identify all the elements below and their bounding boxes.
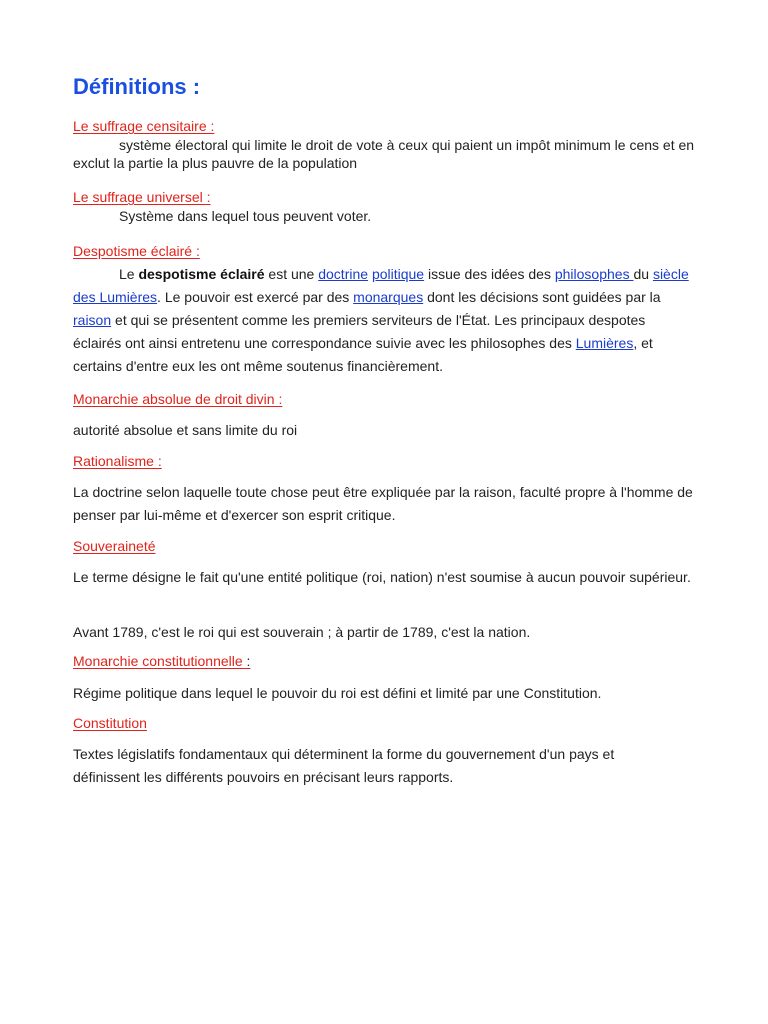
page-title: Définitions : [73,74,201,99]
link-raison[interactable]: raison [73,312,112,328]
definition-suffrage-universel: Système dans lequel tous peuvent voter. [119,208,372,224]
definition-monarchie-constitutionnelle: Régime politique dans lequel le pouvoir du roi est défini et limité par une Constitution. [73,685,602,701]
text-segment: du [633,266,653,282]
term-souverainete: Souveraineté [73,538,156,554]
term-suffrage-universel: Le suffrage universel : [73,189,211,205]
link-monarques[interactable]: monarques [353,289,424,305]
definition-despotisme-eclaire [73,263,697,378]
link-philosophes[interactable]: philosophes [554,266,634,282]
definition-souverainete: Le terme désigne le fait qu'une entité politique (roi, nation) n'est soumise à aucun pouvoir supérieur. [73,569,691,585]
term-rationalisme: Rationalisme : [73,453,162,469]
definition-suffrage-censitaire: système électoral qui limite le droit de vote à ceux qui paient un impôt minimum le cens et en exclut la partie la plus pauvre de la population [73,137,695,171]
link-siecle-des-lumieres[interactable]: siècle des Lumières [73,266,689,305]
link-lumieres[interactable]: Lumières [575,335,634,351]
definition-constitution: Textes législatifs fondamentaux qui déterminent la forme du gouvernement d'un pays et définissent les différents pouvoirs en précisant leurs rapports. [73,746,615,785]
term-suffrage-censitaire: Le suffrage censitaire : [73,118,215,134]
text-segment: et qui se présentent comme les premiers serviteurs de l'État. Les principaux despotes éclairés ont ainsi entretenu une correspondance suivie avec les philosophes des [73,312,646,351]
term-constitution: Constitution [73,715,147,731]
definition-monarchie-absolue: autorité absolue et sans limite du roi [73,422,298,438]
text-segment: . Le pouvoir est exercé par des [157,289,354,305]
term-label: Monarchie constitutionnelle [73,653,247,669]
term-despotisme-eclaire: Despotisme éclairé : [73,243,200,259]
definition-rationalisme: La doctrine selon laquelle toute chose peut être expliquée par la raison, faculté propre à l'homme de penser par lui-même et d'exercer son esprit critique. [73,484,693,523]
term-monarchie-constitutionnelle [73,653,250,669]
text-segment: Le [119,266,139,282]
text-segment: dont les décisions sont guidées par la [423,289,661,305]
text-segment: , et certains d'entre eux les ont même soutenus financièrement. [73,335,653,374]
link-doctrine[interactable]: doctrine [318,266,369,282]
text-segment: est une [264,266,319,282]
term-colon: : [246,653,251,669]
bold-term: despotisme éclairé [138,266,265,282]
text-segment: issue des idées des [424,266,555,282]
link-politique[interactable]: politique [371,266,425,282]
souverainete-note: Avant 1789, c'est le roi qui est souverain ; à partir de 1789, c'est la nation. [73,624,531,640]
term-monarchie-absolue: Monarchie absolue de droit divin : [73,391,283,407]
